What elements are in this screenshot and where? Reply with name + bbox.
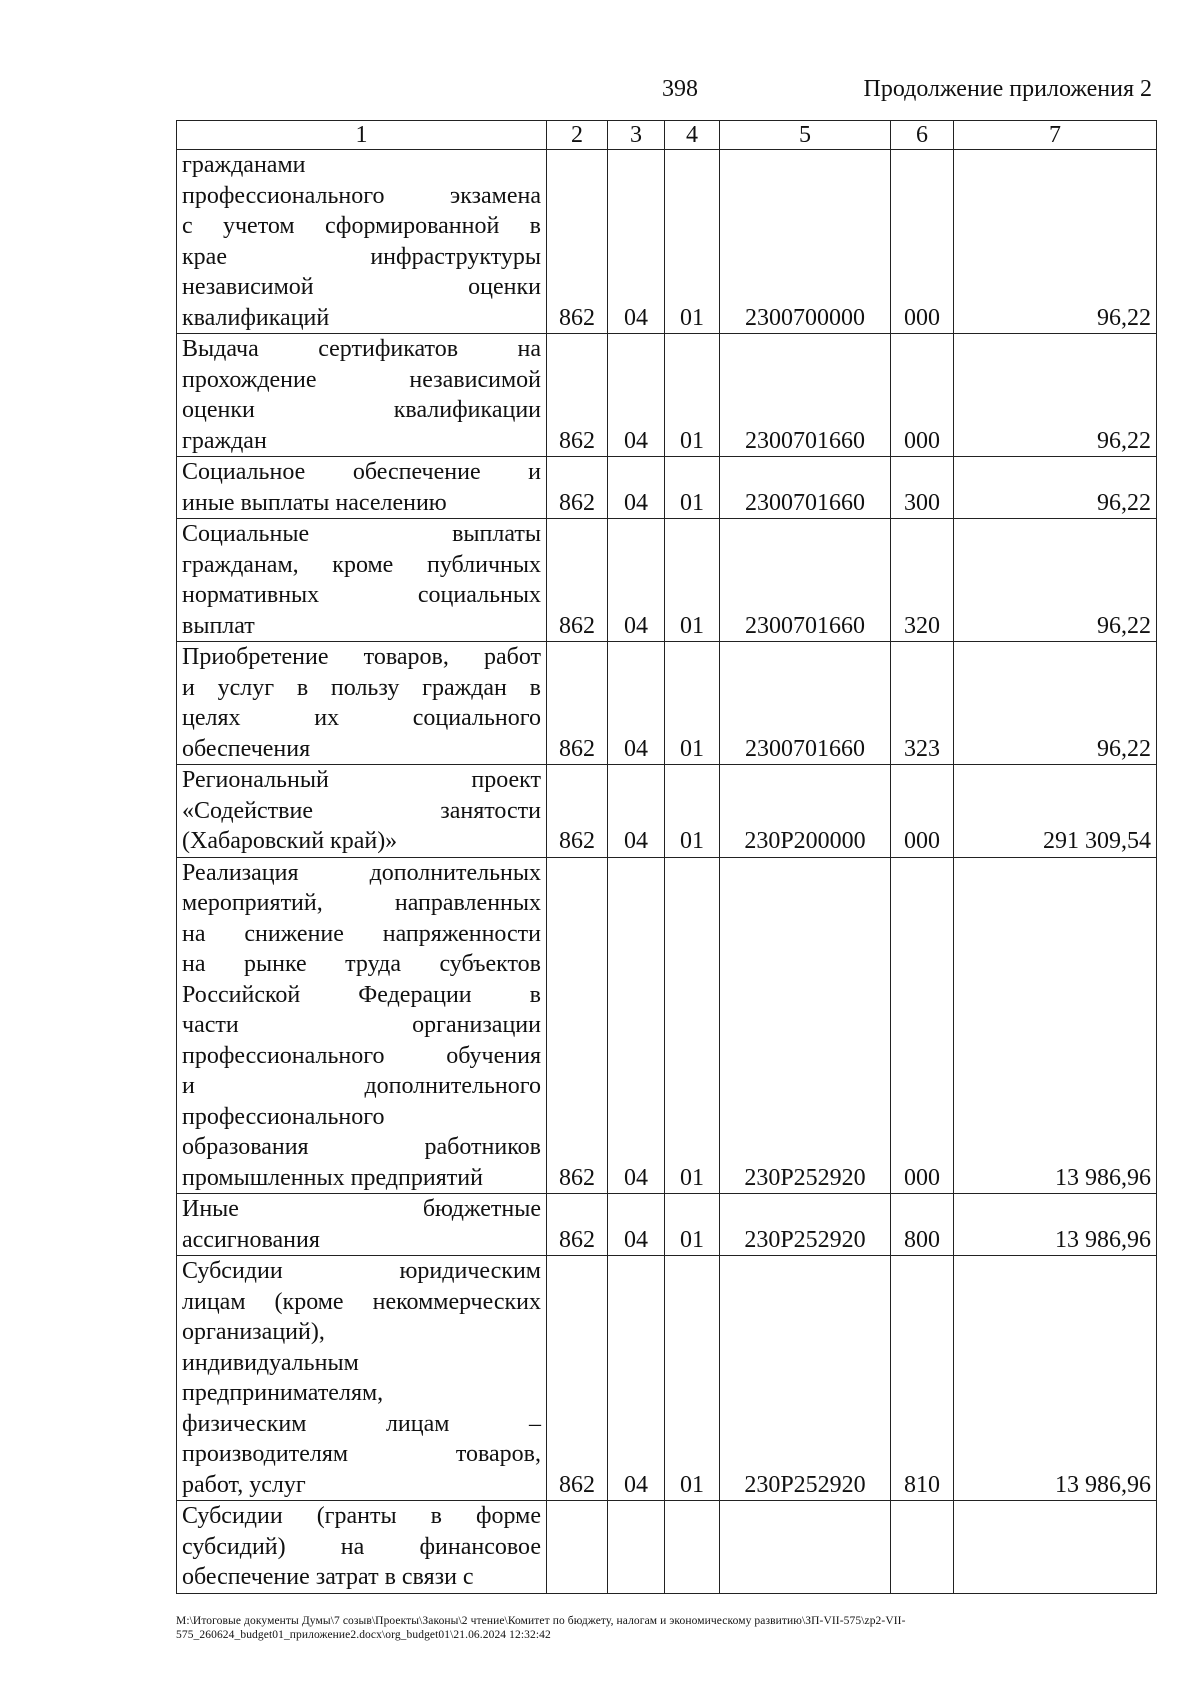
- column-header: 2: [547, 121, 608, 150]
- table-row: [177, 150, 1157, 334]
- ministry-code: 862: [547, 1256, 608, 1501]
- expense-type-code: 800: [891, 1194, 954, 1256]
- ministry-code: 862: [547, 857, 608, 1194]
- section-code: 04: [608, 457, 665, 519]
- amount: 291 309,54: [954, 765, 1157, 858]
- row-description: [177, 765, 547, 858]
- ministry-code: 862: [547, 457, 608, 519]
- row-description: [177, 457, 547, 519]
- description-line: Субсидии (гранты в форме: [182, 1503, 541, 1529]
- target-article-code: 2300701660: [720, 519, 891, 642]
- section-code: 04: [608, 857, 665, 1194]
- ministry-code: 862: [547, 1194, 608, 1256]
- target-article-code: [720, 1501, 891, 1594]
- target-article-code: 2300701660: [720, 642, 891, 765]
- subsection-code: 01: [665, 150, 720, 334]
- description-line: иные выплаты населению: [182, 489, 447, 516]
- description-line: и услуг в пользу граждан в: [182, 674, 541, 701]
- description-line: части организации: [182, 1012, 541, 1038]
- subsection-code: 01: [665, 334, 720, 457]
- amount: 96,22: [954, 457, 1157, 519]
- table-row: [177, 1256, 1157, 1501]
- description-line: крае инфраструктуры: [182, 243, 541, 270]
- ministry-code: 862: [547, 519, 608, 642]
- row-description: [177, 857, 547, 1194]
- section-code: 04: [608, 642, 665, 765]
- row-description: [177, 642, 547, 765]
- column-header: 6: [891, 121, 954, 150]
- description-line: Социальное обеспечение и: [182, 459, 541, 485]
- table-row: [177, 765, 1157, 858]
- ministry-code: [547, 1501, 608, 1594]
- expense-type-code: 323: [891, 642, 954, 765]
- target-article-code: 230P252920: [720, 1256, 891, 1501]
- description-line: квалификаций: [182, 304, 330, 331]
- description-line: с учетом сформированной в: [182, 213, 541, 239]
- ministry-code: 862: [547, 765, 608, 858]
- description-line: образования работников: [182, 1134, 541, 1160]
- page-number: 398: [662, 76, 698, 102]
- section-code: 04: [608, 765, 665, 858]
- expense-type-code: 810: [891, 1256, 954, 1501]
- amount: 96,22: [954, 519, 1157, 642]
- column-header: 1: [177, 121, 547, 150]
- description-line: предпринимателям,: [182, 1380, 384, 1406]
- section-code: 04: [608, 1194, 665, 1256]
- description-line: физическим лицам –: [182, 1410, 541, 1437]
- target-article-code: 230P252920: [720, 1194, 891, 1256]
- expense-type-code: 300: [891, 457, 954, 519]
- expense-type-code: 000: [891, 765, 954, 858]
- expense-type-code: 000: [891, 857, 954, 1194]
- description-line: мероприятий, направленных: [182, 890, 541, 916]
- table-row: [177, 642, 1157, 765]
- description-line: на снижение напряженности: [182, 920, 541, 947]
- column-header: 7: [954, 121, 1157, 150]
- amount: 13 986,96: [954, 1194, 1157, 1256]
- expense-type-code: 000: [891, 334, 954, 457]
- section-code: [608, 1501, 665, 1594]
- subsection-code: 01: [665, 765, 720, 858]
- description-line: гражданами: [182, 152, 306, 178]
- row-description: [177, 1194, 547, 1256]
- ministry-code: 862: [547, 334, 608, 457]
- section-code: 04: [608, 1256, 665, 1501]
- column-number-row: [177, 121, 1157, 150]
- expense-type-code: [891, 1501, 954, 1594]
- row-description: [177, 1256, 547, 1501]
- description-line: индивидуальным: [182, 1349, 359, 1376]
- description-line: (Хабаровский край)»: [182, 828, 398, 854]
- description-line: обеспечения: [182, 735, 311, 762]
- file-path-footer: М:\Итоговые документы Думы\7 созыв\Проекты\Законы\2 чтение\Комитет по бюджету, налогам и экономическому развитию\ЗП-VII-575\zp2-VII-575_260624_budget01_приложение2.docx\org_budget01\21.06.2024 12:32:42: [176, 1615, 906, 1641]
- description-line: выплат: [182, 612, 255, 639]
- row-description: [177, 519, 547, 642]
- amount: 96,22: [954, 150, 1157, 334]
- target-article-code: 2300701660: [720, 334, 891, 457]
- expense-type-code: 000: [891, 150, 954, 334]
- description-line: гражданам, кроме публичных: [182, 551, 541, 578]
- expense-type-code: 320: [891, 519, 954, 642]
- description-line: промышленных предприятий: [182, 1164, 483, 1191]
- target-article-code: 230P252920: [720, 857, 891, 1194]
- description-line: граждан: [182, 427, 267, 454]
- row-description: [177, 334, 547, 457]
- column-header: 5: [720, 121, 891, 150]
- description-line: Региональный проект: [182, 767, 541, 793]
- amount: 96,22: [954, 642, 1157, 765]
- description-line: Реализация дополнительных: [182, 859, 541, 886]
- target-article-code: 230P200000: [720, 765, 891, 858]
- row-description: [177, 1501, 547, 1594]
- target-article-code: 2300700000: [720, 150, 891, 334]
- description-line: нормативных социальных: [182, 582, 541, 608]
- description-line: прохождение независимой: [182, 366, 541, 393]
- description-line: работ, услуг: [182, 1471, 306, 1498]
- description-line: обеспечение затрат в связи с: [182, 1564, 474, 1590]
- description-line: Социальные выплаты: [182, 521, 541, 547]
- amount: 96,22: [954, 334, 1157, 457]
- target-article-code: 2300701660: [720, 457, 891, 519]
- column-header: 4: [665, 121, 720, 150]
- description-line: производителям товаров,: [182, 1441, 541, 1467]
- description-line: Субсидии юридическим: [182, 1258, 541, 1284]
- ministry-code: 862: [547, 150, 608, 334]
- description-line: профессионального: [182, 1103, 385, 1130]
- row-description: [177, 150, 547, 334]
- subsection-code: 01: [665, 857, 720, 1194]
- description-line: Приобретение товаров, работ: [182, 644, 541, 670]
- description-line: ассигнования: [182, 1226, 320, 1253]
- table-row: [177, 519, 1157, 642]
- column-header: 3: [608, 121, 665, 150]
- ministry-code: 862: [547, 642, 608, 765]
- description-line: Выдача сертификатов на: [182, 336, 541, 362]
- amount: 13 986,96: [954, 857, 1157, 1194]
- description-line: независимой оценки: [182, 274, 541, 300]
- budget-table: [176, 120, 1157, 1594]
- description-line: «Содействие занятости: [182, 797, 541, 824]
- section-code: 04: [608, 334, 665, 457]
- subsection-code: [665, 1501, 720, 1594]
- subsection-code: 01: [665, 519, 720, 642]
- table-row: [177, 1501, 1157, 1594]
- table-row: [177, 1194, 1157, 1256]
- description-line: Российской Федерации в: [182, 981, 541, 1008]
- subsection-code: 01: [665, 457, 720, 519]
- description-line: лицам (кроме некоммерческих: [182, 1288, 541, 1315]
- subsection-code: 01: [665, 1256, 720, 1501]
- description-line: профессионального обучения: [182, 1042, 541, 1069]
- table-row: [177, 457, 1157, 519]
- description-line: организаций),: [182, 1319, 325, 1345]
- description-line: профессионального экзамена: [182, 182, 541, 209]
- description-line: оценки квалификации: [182, 397, 541, 423]
- description-line: на рынке труда субъектов: [182, 951, 541, 977]
- description-line: Иные бюджетные: [182, 1196, 541, 1222]
- table-row: [177, 334, 1157, 457]
- subsection-code: 01: [665, 1194, 720, 1256]
- amount: 13 986,96: [954, 1256, 1157, 1501]
- subsection-code: 01: [665, 642, 720, 765]
- section-code: 04: [608, 519, 665, 642]
- appendix-label: Продолжение приложения 2: [863, 76, 1152, 102]
- description-line: субсидий) на финансовое: [182, 1533, 541, 1560]
- section-code: 04: [608, 150, 665, 334]
- amount: [954, 1501, 1157, 1594]
- description-line: целях их социального: [182, 705, 541, 731]
- description-line: и дополнительного: [182, 1073, 541, 1099]
- table-row: [177, 857, 1157, 1194]
